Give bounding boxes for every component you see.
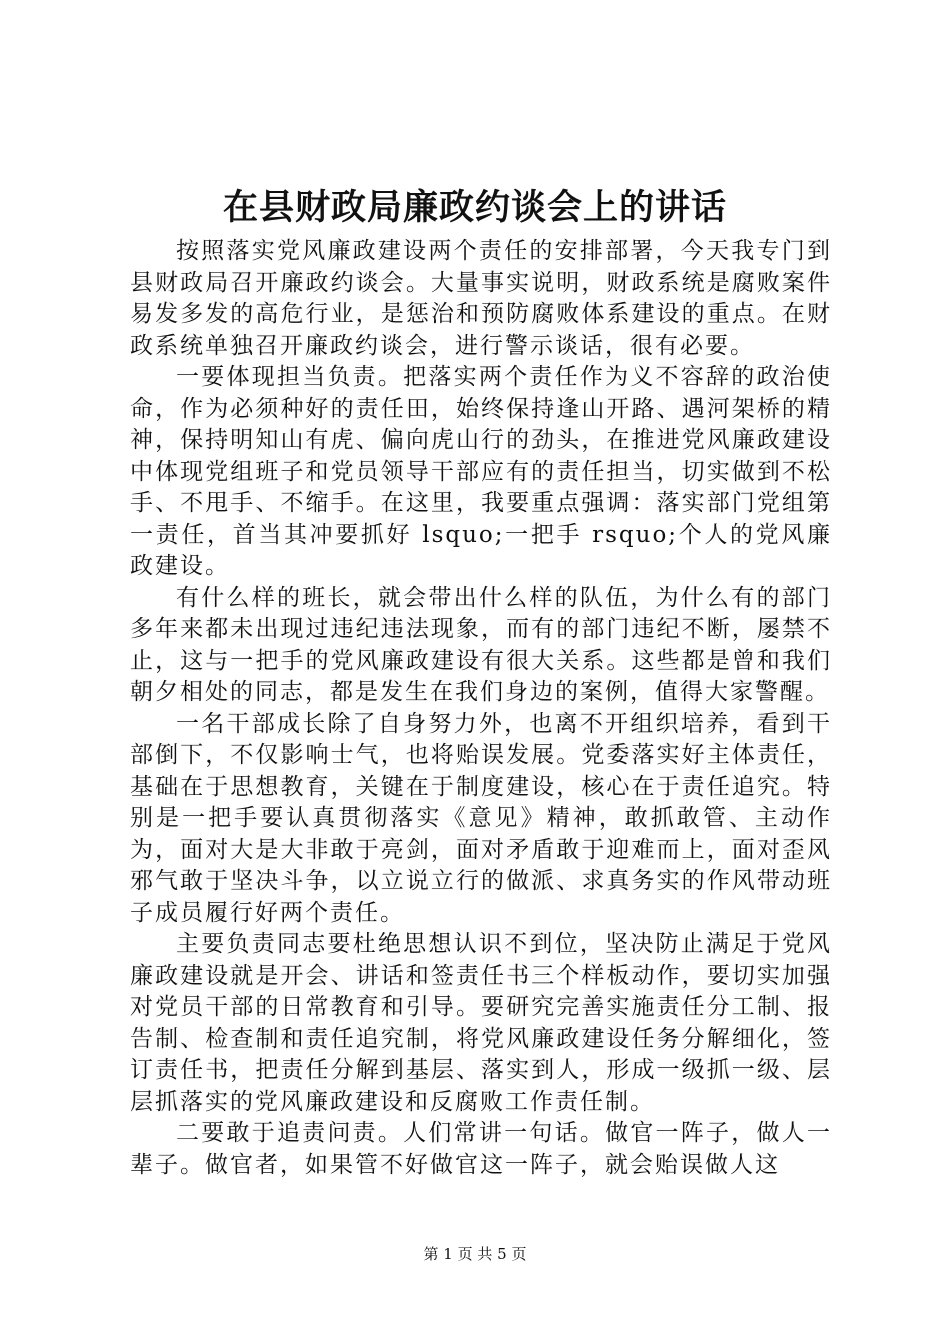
document-title: 在县财政局廉政约谈会上的讲话 — [222, 187, 727, 228]
paragraph: 按照落实党风廉政建设两个责任的安排部署，今天我专门到县财政局召开廉政约谈会。大量事实说明，财政系统是腐败案件易发多发的高危行业，是惩治和预防腐败体系建设的重点。在财政系统单独召开廉政约谈会，进行警示谈话，很有必要。 — [130, 238, 832, 359]
page-number-footer: 第 1 页 共 5 页 — [423, 1245, 527, 1263]
document-body — [130, 236, 832, 1181]
paragraph: 二要敢于追责问责。人们常讲一句话。做官一阵子，做人一辈子。做官者，如果管不好做官这一阵子，就会贻误做人这 — [130, 1120, 832, 1178]
paragraph: 一要体现担当负责。把落实两个责任作为义不容辞的政治使命，作为必须种好的责任田，始终保持逢山开路、遇河架桥的精神，保持明知山有虎、偏向虎山行的劲头，在推进党风廉政建设中体现党组班子和党员领导干部应有的责任担当，切实做到不松手、不甩手、不缩手。在这里，我要重点强调：落实部门党组第一责任，首当其冲要抓好 lsquo;一把手 rsquo;个人的党风廉政建设。 — [130, 364, 832, 579]
paragraph: 一名干部成长除了自身努力外，也离不开组织培养，看到干部倒下，不仅影响士气，也将贻误发展。党委落实好主体责任，基础在于思想教育，关键在于制度建设，核心在于责任追究。特别是一把手要认真贯彻落实《意见》精神，敢抓敢管、主动作为，面对大是大非敢于亮剑，面对矛盾敢于迎难而上，面对歪风邪气敢于坚决斗争，以立说立行的做派、求真务实的作风带动班子成员履行好两个责任。 — [130, 710, 832, 926]
paragraph: 主要负责同志要杜绝思想认识不到位，坚决防止满足于党风廉政建设就是开会、讲话和签责任书三个样板动作，要切实加强对党员干部的日常教育和引导。要研究完善实施责任分工制、报告制、检查制和责任追究制，将党风廉政建设任务分解细化，签订责任书，把责任分解到基层、落实到人，形成一级抓一级、层层抓落实的党风廉政建设和反腐败工作责任制。 — [130, 931, 832, 1115]
paragraph: 有什么样的班长，就会带出什么样的队伍，为什么有的部门多年来都未出现过违纪违法现象，而有的部门违纪不断，屡禁不止，这与一把手的党风廉政建设有很大关系。这些都是曾和我们朝夕相处的同志，都是发生在我们身边的案例，值得大家警醒。 — [130, 584, 832, 705]
